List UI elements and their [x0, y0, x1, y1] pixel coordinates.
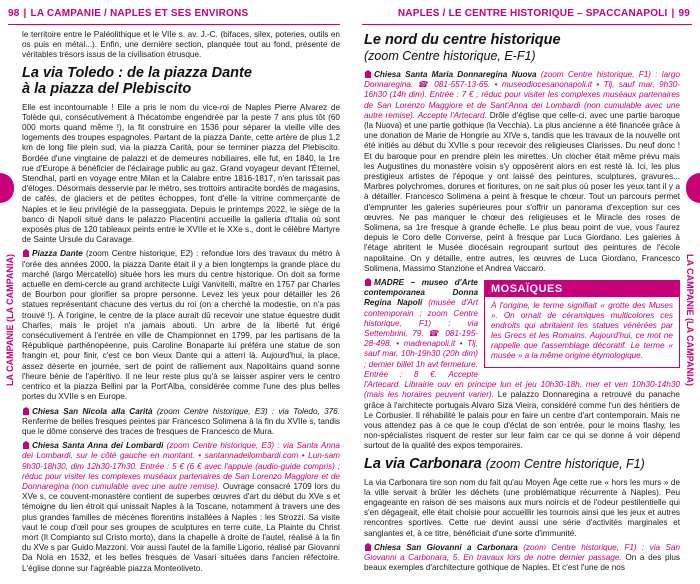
giovanni-reference: (zoom Centre historique, F1) : via San Giovanni a Carbonara, 5. En travaux lors de notre dernier passage. — [364, 542, 680, 562]
donnaregina-text: Drôle d'église que celle-ci, avec une partie baroque (la Nuova) et une partie gothique (la Vecchia). La plus ancienne a été financée grâce à une donation de Marie de Hongrie au XIVe s, tandis que les travaux de la nouvelle ont été initiés au début du XVIIe s pour recevoir des religieuses Clarisses. Du neuf donc ! Et du baroque pour en prendre plein les mirettes. Un clocher était même prévu mais les Augustines du monastère voisin s'y opposèrent alors en est resté là. Ici, les plus prestigieux artistes de l'époque y ont laissé des peintures, sculptures, gravures... Marbres polychromes, dorures et fioritures, on ne sait plus où poser les yeux tant il y a à détailler. Francesco Solimena a peint à fresque le chœur. Tout un parcours permet d'emprunter les galeries supérieures pour s'offrir un panorama d'exception sur ces œuvres. Ne pas manquer le chœur des religieuses et le Miracle des roses de Solimena, sa 1re fresque à grande échelle. Le plus beau point de vue, vous l'aurez depuis le Coro delle Converse, peint à fresque par Luca Giordano. Les galeries à l'étage abritent le Musée diocésain regroupant surtout des peintures de l'école napolitaine. On y détaille, entre autres, les œuvres de Luca Giordano, Francesco Solimena, Massimo Stanzione et Andrea Vaccaro. — [364, 110, 680, 273]
carita-reference: (zoom Centre historique, E3) : via Toledo, 376. — [156, 406, 340, 416]
giovanni-text: On a des plus beaux exemples d'architecture gothique de Naples. Et c'est l'une de nos — [364, 552, 680, 573]
lombardi-label: Chiesa Santa Anna dei Lombardi — [32, 441, 164, 451]
landmark-icon — [364, 543, 372, 551]
giovanni-label: Chiesa San Giovanni a Carbonara — [374, 542, 518, 552]
piazza-dante-label: Piazza Dante — [32, 249, 83, 259]
page-number-right: 99 — [678, 8, 690, 19]
donnaregina-entry — [364, 70, 680, 274]
lombardi-text: Ouvrage consacré 1709 lors du XVe s, ce couvent-monastère contient de superbes œuvres d'art du début du XVe s et témoigne du lien étroit qui unissait Naples à la Toscane, notamment à travers une des plus grandes familles de mécènes florentins installées à Naples : les Strozzi. Sa visite vaut le coup d'œil pour ses groupes de sculptures en terre cuite, La Plainte du Christ mort (Il Compianto sul Cristo morto), dans la chapelle à droite de l'autel, réalisé à la fin du XVe s par Guido Mazzoni. Voir aussi l'autel de la famille Ligorio, réalisé par Giovanni Da Nola en 1532, et les belles fresques de Vasari situées dans l'ancien réfectoire. L'église donne sur l'agréable piazza Monteoliveto. — [22, 481, 340, 573]
via-carbonara-paragraph: La via Carbonara tire son nom du fait qu'au Moyen Âge cette rue « hors les murs » de la ville servait à brûler les déchets (une problématique récurrente à Naples). Peu engageante en raison de ses maisons aux murs noircis et de l'odeur pestilentielle qui s'en dégageait, elle était choisie pour accueillir les tournois ainsi que les jeux et autres rencontres sportives. Cette rue devint aussi une série d'activités marginales et sanglantes et, à ce titre, bénéficiait d'une sorte d'immunité. — [364, 477, 680, 538]
carita-text: Renferme de belles fresques peintes par Francesco Solimena à la fin du XVIIe s, tandis que le dôme conserve des traces de fresques de Francesco de Mura. — [22, 416, 340, 436]
header-rule-right — [362, 24, 692, 25]
carita-entry — [22, 407, 340, 438]
section-title-right: NAPLES / LE CENTRE HISTORIQUE – SPACCANAPOLI — [397, 8, 668, 19]
lombardi-reference: (zoom Centre historique, E3) : via Santa Anna dei Lombardi, sur le côté gauche en montant. • santannadeilombardi.com • Lun-sam 9h30-18h30, dim 12h30-17h30. Entrée : 5 € (6 € avec l'appuie (audio-guide compris) ; réduc pour visiter les complexes muséaux partenaires de San Lorenzo Maggiore et de Donnaregina (non cumulable avec une autre remise). — [22, 441, 340, 491]
mosaiques-sidebar-box — [484, 280, 680, 368]
side-thumb-tab-left — [0, 173, 14, 203]
heading-nord-centre: Le nord du centre historique (zoom Centre historique, E-F1) — [364, 32, 561, 63]
donnaregina-label: Chiesa Santa Maria Donnaregina Nuova — [374, 70, 537, 79]
heading-via-carbonara: La via Carbonara (zoom Centre historique, F1) — [364, 455, 645, 472]
right-page-column — [364, 30, 680, 580]
madre-text: Le palazzo Donnaregina a retrouvé du panache grâce à l'architecte portugais Alvaro Siza Vieira, considéré comme l'un des héritiers de Le Corbusier. Il réhabilité le palais pour en faire un centre d'art contemporain. Mais ne vous attendez pas à ce que le coup d'éclat de son entrée, pour le moins flashy, les non-spécialistes risquent de rester sur leur faim car ce qui se donne à voir dépend surtout de la qualité des expos temporaires. — [364, 390, 680, 451]
heading-via-toledo: La via Toledo : de la piazza Dante à la piazza del Plebiscito — [22, 64, 252, 97]
section-title-left: LA CAMPANIE / NAPLES ET SES ENVIRONS — [30, 8, 249, 19]
piazza-dante-entry — [22, 249, 340, 402]
intro-paragraph: le territoire entre le Paléolithique et le VIIe s. av. J.-C. (bifaces, silex, poteries, outils en os puis en métal...). Enfin, une dernière section, planquée tout au fond, présente de véritables trésors issus de la civilisation étrusque. — [22, 30, 340, 60]
landmark-icon — [364, 70, 372, 78]
mosaiques-box-text: À l'origine, le terme signifiait « grotte des Muses ». On ornait de céramiques multicolores ces endroits qui abritaient les statues vénérées par les Grecs et les Romains. Aujourd'hui, ce mot ne rappelle que l'assemblage décoratif. Le terme « musée » a la même origine étymologique. — [491, 301, 673, 361]
page-header-right: NAPLES / LE CENTRE HISTORIQUE – SPACCANAPOLI | 99 — [397, 8, 690, 19]
page-number-left: 98 — [8, 8, 20, 19]
page-header-left: 98 | LA CAMPANIE / NAPLES ET SES ENVIRONS — [8, 8, 249, 19]
landmark-icon — [364, 278, 372, 286]
mosaiques-box-title: MOSAÏQUES — [485, 281, 679, 297]
lombardi-entry — [22, 441, 340, 574]
landmark-icon — [22, 249, 30, 257]
left-page-column — [22, 30, 340, 580]
side-label-right: LA CAMPANIE (LA CAMPANIA) — [685, 254, 695, 386]
side-label-left: LA CAMPANIE (LA CAMPANIA) — [5, 254, 15, 386]
side-thumb-tab-right — [686, 173, 700, 203]
madre-reference: (musée d'Art contemporain ; zoom Centre historique, F1) : via Settembrini, 79. ☎ 081-195-28-498. • madrenapoli.it • Tlj, sauf mar, 10h-19h30 (20h dim) ; dernier billet 1h avt fermeture. Entrée : 8 €. Accepte l'Artecard. Librairie ouv en principe lun et jeu 10h30-18h, mer et ven 10h30-14h30 (mais les horaires peuvent varier). — [364, 298, 680, 400]
donnaregina-reference: (zoom Centre historique, F1) : largo Donnaregina. ☎ 081-557-13-65. • museodiocesanonapoli.it • Tlj, sauf mar, 9h30-16h30 (14h dim). Entrée : 7 € ; réduc pour visiter les complexes muséaux partenaires de San Lorenzo Maggiore et de Sant'Anna dei Lombardi (non cumulable avec une autre remise). Accepte l'Artecard. — [364, 70, 680, 120]
madre-label: MADRE – museo d'Arte contemporanea Donna Regina Napoli — [364, 278, 478, 308]
piazza-dante-text: (zoom Centre historique, E2) : refondue lors des travaux du métro à l'orée des années 2000, la piazza Dante était il y a bien longtemps la grande place du marché (largo Mercatello) située hors les murs du centre historique. On doit sa forme actuelle en demi-cercle au grand architecte Luigi Vanvitelli, maître en 1757 par Charles de Bourbon pour glorifier sa propre personne. Levez les yeux pour détailler les 26 statues représentant chacune des vertus du roi (on a cherché la modestie, on n'a pas trouvé !). À l'origine, le centre de la place aurait dû recevoir une statue équestre dudit Charles, mais le projet n'a jamais abouti. Un arbre de la liberté fut érigé consécutivement à l'entrée en ville de Championnet en 1799, par les partisans de la République parthénopéenne, puis Caroline Bonaparte lui préféra une statue de son frangin et, pour finir, c'est ce bon vieux Dante qui a atterri là. Aujourd'hui, la place, assez déserte en journée, sert de point de ralliement aux Napolitains quand sonne l'heure bénie de l'apéritivo. Il ne leur reste plus qu'à se laisser aspirer vers le centro centrico et la piazza Bellini par la Port'Alba, considérée comme l'une des plus belles portes du XVIIe s en Europe. — [22, 249, 340, 402]
giovanni-entry — [364, 543, 680, 574]
landmark-icon — [22, 407, 30, 415]
landmark-icon — [22, 441, 30, 449]
header-rule-left — [8, 24, 340, 25]
via-toledo-paragraph: Elle est incontournable ! Elle a pris le nom du vice-roi de Naples Pierre Alvarez de Tolède qui, consécutivement à l'hécatombe engendrée par la peste 7 ans plus tôt (60 000 morts quand même !), la fit construire en 1536 pour séparer la vieille ville des logements des troupes espagnoles. Partant de la piazza Dante, cette artère de plus 1,2 km de long file plein sud, via la piazza Carità, pour se terminer piazza del Plebiscito. Bordée d'une vingtaine de palazzi et de demeures nobiliaires, elle fut, en 1840, la 1re rue d'Europe à bénéficier de l'éclairage public au gaz. Grand voyageur devant l'Éternel, Stendhal, parti en voyage entre Milan et la Calabre entre 1816-1817, n'en tarissait pas d'éloges. Désormais desservie par le métro, ses trottoirs antiracite bordés de magasins, de cafés, de glaciers et de petites échoppes, font d'elle la vitrine commerçante de Naples et le lieu privilégié de la passeggiata. Depuis le printemps 2022, le siège de la banco di Napoli situé dans le palazzo Piacentini accueille la galleria d'Italia où sont exposés plus de 120 tableaux peints entre le XVIIe et le XXe s., dont le célèbre Martyre de Sainte Ursule du Caravage. — [22, 102, 340, 245]
carita-label: Chiesa San Nicola alla Carità — [32, 406, 153, 416]
